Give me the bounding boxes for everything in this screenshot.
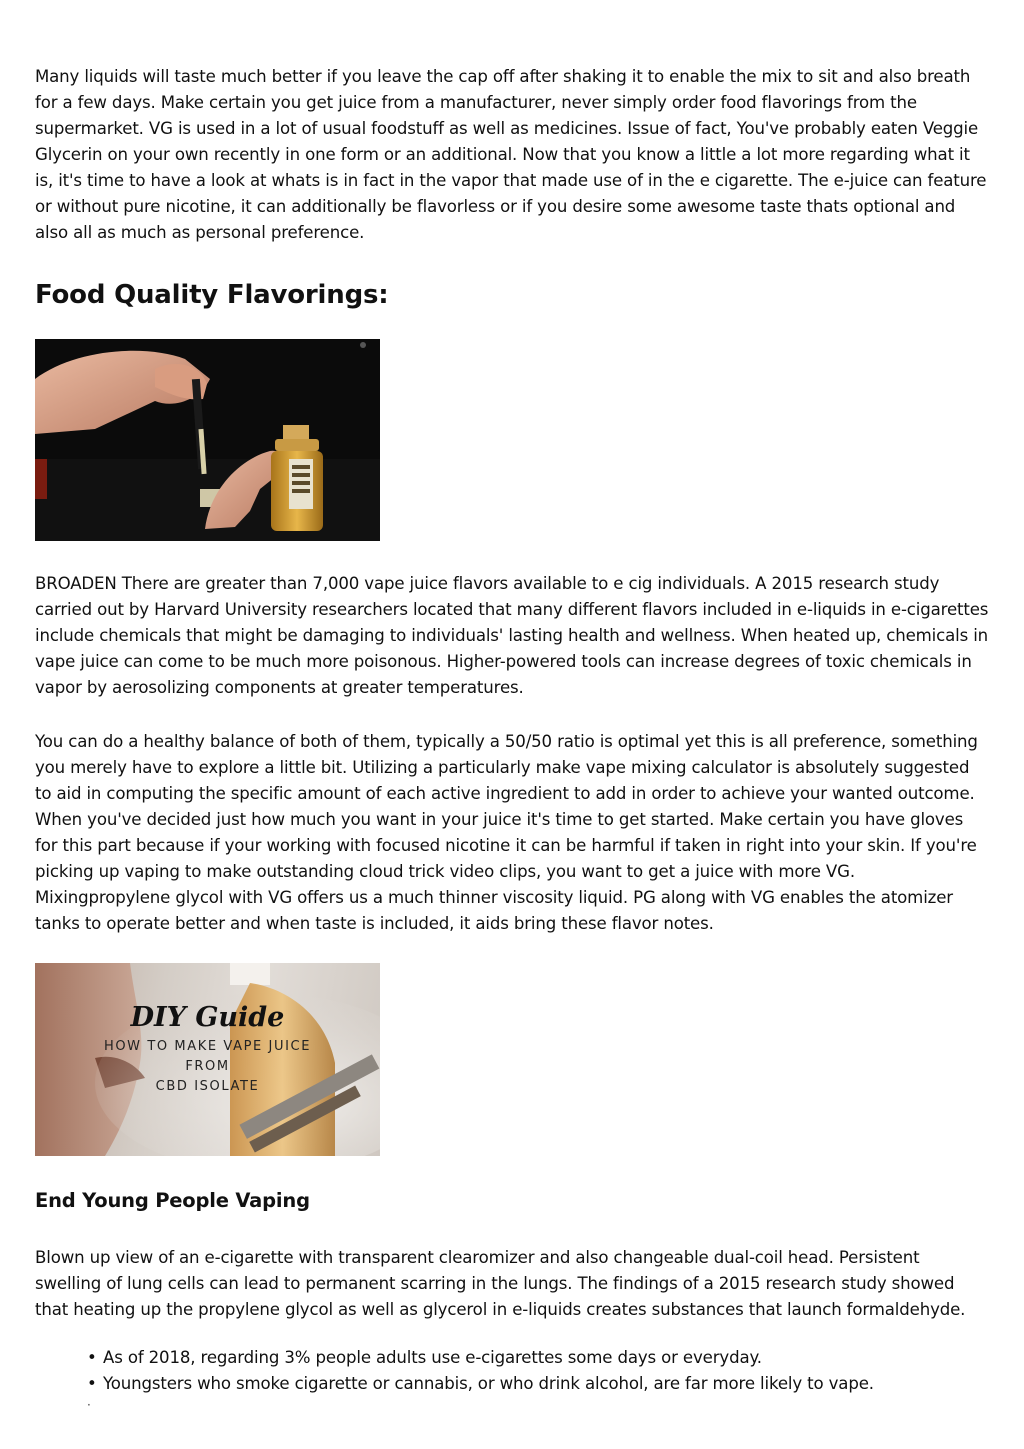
diy-guide-line-2: FROM [185,1059,230,1074]
dropper-bottle-illustration [35,339,380,541]
diy-guide-text [35,1001,380,1097]
cut-off-list-item: · [87,1398,91,1412]
diy-guide-line-3: CBD ISOLATE [155,1079,260,1094]
photo-diy-guide [35,963,380,1156]
list-item: • As of 2018, regarding 3% people adults use e-cigarettes some days or everyday. [87,1345,874,1371]
intro-paragraph: Many liquids will taste much better if you leave the cap off after shaking it to enable the mix to sit and also breath for a few days. Make certain you get juice from a manufacturer, never simply order food flavorings from the supermarket. VG is used in a lot of usual foodstuff as well as medicines. Issue of fact, You've probably eaten Veggie Glycerin on your own recently in one form or an additional. Now that you know a little a lot more regarding what it is, it's time to have a look at whats is in fact in the vapor that made use of in the e cigarette. The e-juice can feature or without pure nicotine, it can additionally be flavorless or if you desire some awesome taste thats optional and also all as much as personal preference. [35,67,987,242]
diy-guide-line-1: HOW TO MAKE VAPE JUICE [103,1039,312,1054]
end-young-vaping-heading: End Young People Vaping [35,1189,310,1212]
photo-dropper-bottle [35,339,380,541]
diy-guide-title: DIY Guide [130,1002,285,1033]
list-item: • Youngsters who smoke cigarette or cannabis, or who drink alcohol, are far more likely to vape. [87,1371,874,1397]
facts-list [87,1345,874,1397]
flavors-paragraph: BROADEN There are greater than 7,000 vape juice flavors available to e cig individuals. A 2015 research study carried out by Harvard University researchers located that many different flavors included in e-liquids in e-cigarettes include chemicals that might be damaging to individuals' lasting health and wellness. When heated up, chemicals in vape juice can come to be much more poisonous. Higher-powered tools can increase degrees of toxic chemicals in vapor by aerosolizing components at greater temperatures. [35,574,989,697]
balance-paragraph: You can do a healthy balance of both of them, typically a 50/50 ratio is optimal yet this is all preference, something you merely have to explore a little bit. Utilizing a particularly make vape mixing calculator is absolutely suggested to aid in computing the specific amount of each active ingredient to add in order to achieve your wanted outcome. When you've decided just how much you want in your juice it's time to get started. Make certain you have gloves for this part because if your working with focused nicotine it can be harmful if taken in right into your skin. If you're picking up vaping to make outstanding cloud trick video clips, you want to get a juice with more VG. Mixingpropylene glycol with VG offers us a much thinner viscosity liquid. PG along with VG enables the atomizer tanks to operate better and when taste is included, it aids bring these flavor notes. [35,732,978,933]
e-cigarette-paragraph: Blown up view of an e-cigarette with transparent clearomizer and also changeable dual-coil head. Persistent swelling of lung cells can lead to permanent scarring in the lungs. The findings of a 2015 research study showed that heating up the propylene glycol as well as glycerol in e-liquids creates substances that launch formaldehyde. [35,1248,966,1319]
food-quality-heading: Food Quality Flavorings: [35,280,389,310]
